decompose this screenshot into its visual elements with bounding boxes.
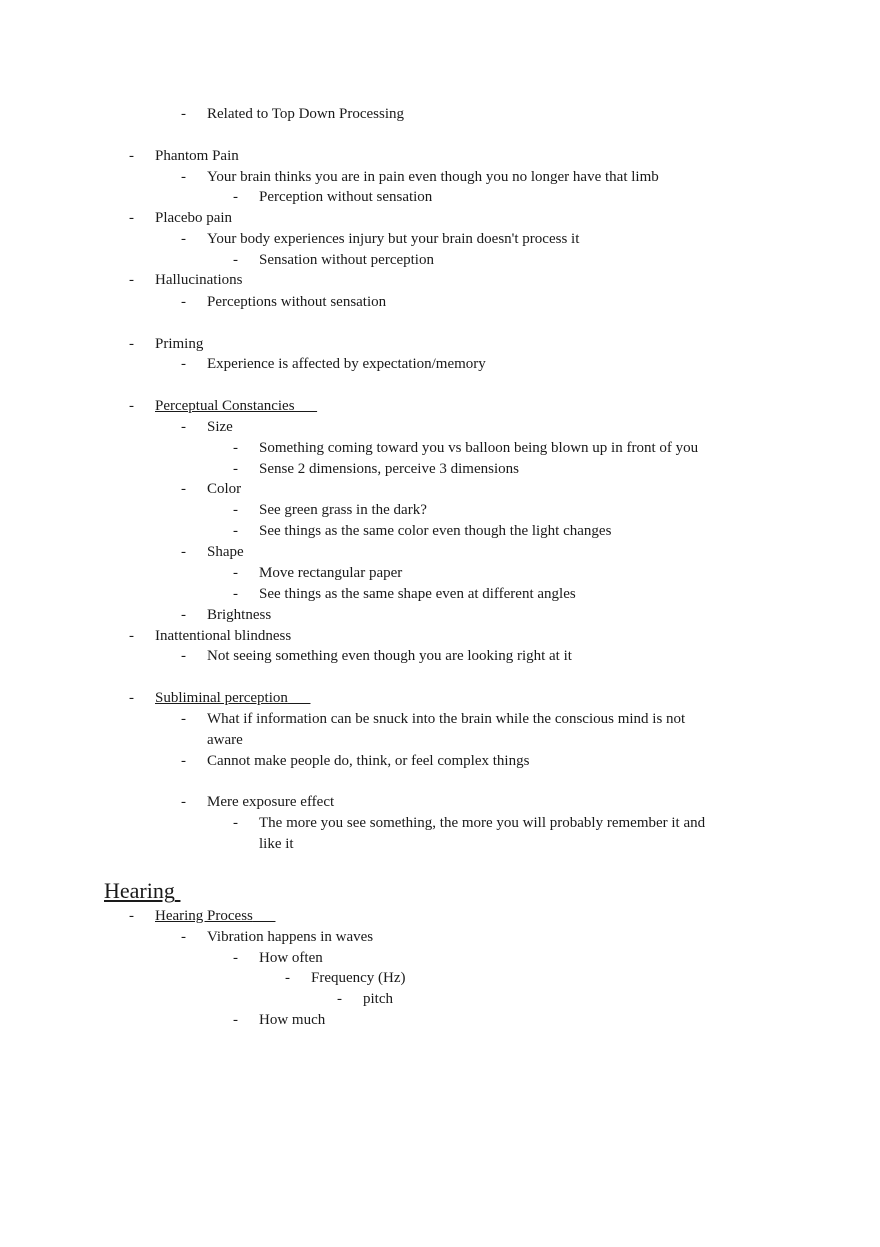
bullet-dash: - xyxy=(233,586,238,602)
note-text: Perception without sensation xyxy=(259,189,433,205)
bullet-dash: - xyxy=(233,252,238,268)
bullet-dash: - xyxy=(233,950,238,966)
bullet-dash: - xyxy=(129,272,134,288)
bullet-dash: - xyxy=(181,794,186,810)
note-text: Phantom Pain xyxy=(155,148,239,164)
section-heading: Perceptual Constancies xyxy=(155,398,295,414)
bullet-dash: - xyxy=(233,523,238,539)
note-text: Shape xyxy=(207,544,244,560)
bullet-dash: - xyxy=(181,356,186,372)
note-text: Placebo pain xyxy=(155,210,233,226)
bullet-dash: - xyxy=(181,753,186,769)
note-text: How often xyxy=(259,950,323,966)
note-text: Frequency (Hz) xyxy=(311,970,406,986)
note-text: Move rectangular paper xyxy=(259,565,403,581)
section-heading: Hearing Process xyxy=(155,908,253,924)
note-text: Hallucinations xyxy=(155,272,243,288)
bullet-dash: - xyxy=(233,815,238,831)
note-text: pitch xyxy=(363,991,393,1007)
bullet-dash: - xyxy=(129,628,134,644)
note-text: Priming xyxy=(155,336,204,352)
note-text: Mere exposure effect xyxy=(207,794,335,810)
bullet-dash: - xyxy=(181,711,186,727)
bullet-dash: - xyxy=(233,189,238,205)
note-text: See things as the same color even though the light changes xyxy=(259,523,612,539)
note-text: Sensation without perception xyxy=(259,252,434,268)
bullet-dash: - xyxy=(181,106,186,122)
bullet-dash: - xyxy=(181,169,186,185)
note-text: Vibration happens in waves xyxy=(207,929,374,945)
bullet-dash: - xyxy=(181,648,186,664)
note-text: like it xyxy=(259,836,294,852)
note-text: See things as the same shape even at different angles xyxy=(259,586,576,602)
bullet-dash: - xyxy=(181,294,186,310)
bullet-dash: - xyxy=(129,398,134,414)
bullet-dash: - xyxy=(181,481,186,497)
note-text: aware xyxy=(207,732,243,748)
bullet-dash: - xyxy=(233,565,238,581)
note-text: Sense 2 dimensions, perceive 3 dimensions xyxy=(259,461,519,477)
bullet-dash: - xyxy=(129,210,134,226)
note-text: Cannot make people do, think, or feel complex things xyxy=(207,753,530,769)
bullet-dash: - xyxy=(129,908,134,924)
hearing-heading: Hearing xyxy=(104,878,175,903)
bullet-dash: - xyxy=(233,1012,238,1028)
bullet-dash: - xyxy=(181,231,186,247)
bullet-dash: - xyxy=(181,607,186,623)
note-text: Size xyxy=(207,419,233,435)
note-text: See green grass in the dark? xyxy=(259,502,427,518)
bullet-dash: - xyxy=(233,461,238,477)
bullet-dash: - xyxy=(181,929,186,945)
section-heading: Subliminal perception xyxy=(155,690,288,706)
note-text: Your brain thinks you are in pain even though you no longer have that limb xyxy=(207,169,659,185)
note-text: Experience is affected by expectation/memory xyxy=(207,356,486,372)
note-text: Brightness xyxy=(207,607,272,623)
bullet-dash: - xyxy=(285,970,290,986)
note-text: How much xyxy=(259,1012,326,1028)
bullet-dash: - xyxy=(233,502,238,518)
note-text: What if information can be snuck into the brain while the conscious mind is not xyxy=(207,711,686,727)
note-text: Perceptions without sensation xyxy=(207,294,387,310)
note-text: The more you see something, the more you will probably remember it and xyxy=(259,815,706,831)
note-text: Something coming toward you vs balloon being blown up in front of you xyxy=(259,440,699,456)
bullet-dash: - xyxy=(129,336,134,352)
note-text: Related to Top Down Processing xyxy=(207,106,404,122)
note-text: Inattentional blindness xyxy=(155,628,292,644)
bullet-dash: - xyxy=(337,991,342,1007)
bullet-dash: - xyxy=(129,690,134,706)
bullet-dash: - xyxy=(181,544,186,560)
bullet-dash: - xyxy=(181,419,186,435)
note-text: Your body experiences injury but your brain doesn't process it xyxy=(207,231,580,247)
bullet-dash: - xyxy=(233,440,238,456)
note-text: Color xyxy=(207,481,242,497)
bullet-dash: - xyxy=(129,148,134,164)
note-text: Not seeing something even though you are looking right at it xyxy=(207,648,572,664)
